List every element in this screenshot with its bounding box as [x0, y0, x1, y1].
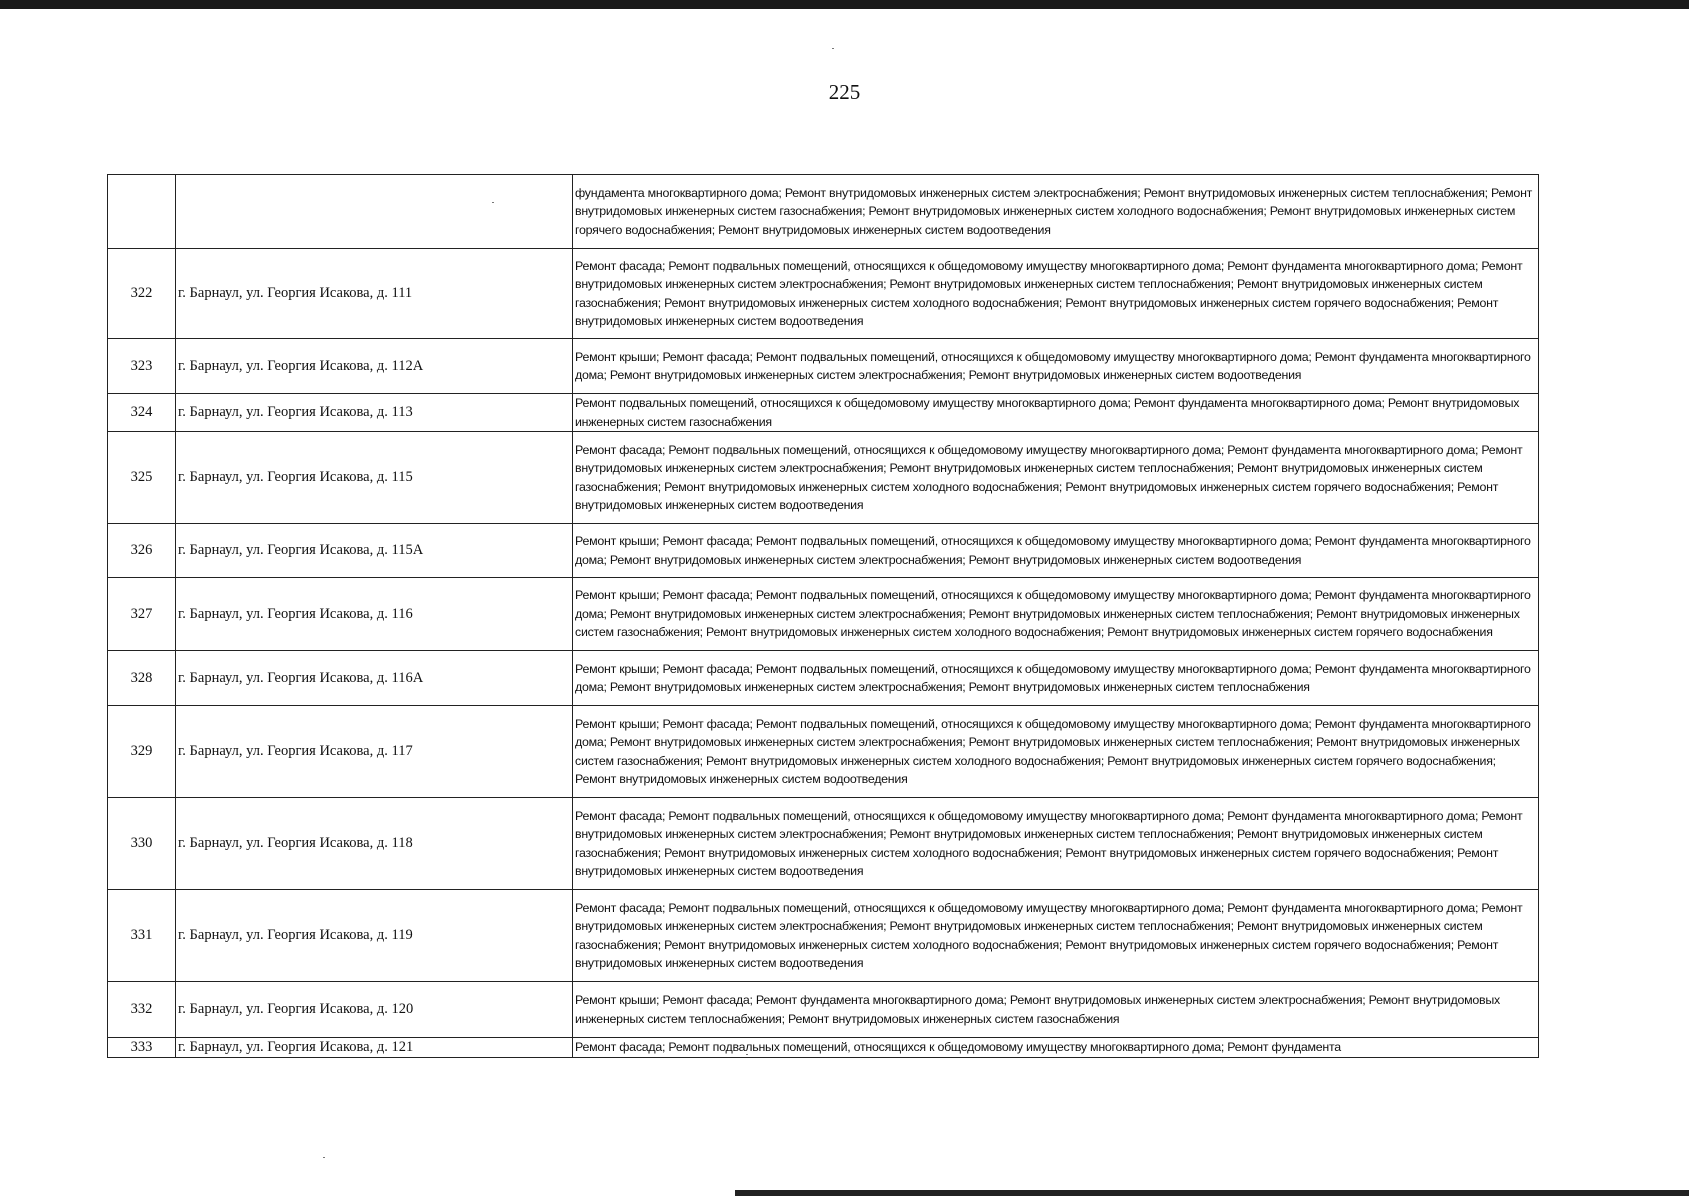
row-number: 325 — [108, 432, 176, 524]
row-address: г. Барнаул, ул. Георгия Исакова, д. 115А — [176, 524, 573, 578]
repair-registry-table — [107, 174, 1539, 1058]
row-address: г. Барнаул, ул. Георгия Исакова, д. 119 — [176, 890, 573, 982]
table-row — [108, 249, 1539, 339]
scan-speck — [746, 1054, 748, 1055]
row-number: 332 — [108, 982, 176, 1038]
table-row — [108, 1038, 1539, 1058]
row-number: 324 — [108, 394, 176, 432]
table-row — [108, 651, 1539, 706]
row-works: Ремонт фасада; Ремонт подвальных помещений, относящихся к общедомовому имуществу многоквартирного дома; Ремонт фундамента многоквартирного дома; Ремонт внутридомовых инженерных систем электроснабжения; Ремонт внутридомовых инженерных систем теплоснабжения; Ремонт внутридомовых инженерных систем газоснабжения; Ремонт внутридомовых инженерных систем холодного водоснабжения; Ремонт внутридомовых инженерных систем горячего водоснабжения; Ремонт внутридомовых инженерных систем водоотведения — [573, 432, 1539, 524]
row-address: г. Барнаул, ул. Георгия Исакова, д. 118 — [176, 798, 573, 890]
row-works: Ремонт крыши; Ремонт фасада; Ремонт подвальных помещений, относящихся к общедомовому имуществу многоквартирного дома; Ремонт фундамента многоквартирного дома; Ремонт внутридомовых инженерных систем электроснабжения; Ремонт внутридомовых инженерных систем теплоснабжения; Ремонт внутридомовых инженерных систем газоснабжения; Ремонт внутридомовых инженерных систем холодного водоснабжения; Ремонт внутридомовых инженерных систем горячего водоснабжения — [573, 578, 1539, 651]
row-works: Ремонт фасада; Ремонт подвальных помещений, относящихся к общедомовому имуществу многоквартирного дома; Ремонт фундамента многоквартирного дома; Ремонт внутридомовых инженерных систем электроснабжения; Ремонт внутридомовых инженерных систем теплоснабжения; Ремонт внутридомовых инженерных систем газоснабжения; Ремонт внутридомовых инженерных систем холодного водоснабжения; Ремонт внутридомовых инженерных систем горячего водоснабжения; Ремонт внутридомовых инженерных систем водоотведения — [573, 249, 1539, 339]
row-address: г. Барнаул, ул. Георгия Исакова, д. 116А — [176, 651, 573, 706]
scan-edge-bottom — [735, 1190, 1689, 1196]
row-works: Ремонт крыши; Ремонт фасада; Ремонт подвальных помещений, относящихся к общедомовому имуществу многоквартирного дома; Ремонт фундамента многоквартирного дома; Ремонт внутридомовых инженерных систем электроснабжения; Ремонт внутридомовых инженерных систем водоотведения — [573, 339, 1539, 394]
row-number — [108, 175, 176, 249]
scan-speck — [492, 202, 494, 203]
row-address: г. Барнаул, ул. Георгия Исакова, д. 112А — [176, 339, 573, 394]
table-row — [108, 982, 1539, 1038]
table-row — [108, 798, 1539, 890]
row-works: Ремонт крыши; Ремонт фасада; Ремонт подвальных помещений, относящихся к общедомовому имуществу многоквартирного дома; Ремонт фундамента многоквартирного дома; Ремонт внутридомовых инженерных систем электроснабжения; Ремонт внутридомовых инженерных систем водоотведения — [573, 524, 1539, 578]
row-works: Ремонт крыши; Ремонт фасада; Ремонт фундамента многоквартирного дома; Ремонт внутридомовых инженерных систем электроснабжения; Ремонт внутридомовых инженерных систем теплоснабжения; Ремонт внутридомовых инженерных систем газоснабжения — [573, 982, 1539, 1038]
page-number: 225 — [828, 80, 861, 104]
table-row — [108, 394, 1539, 432]
row-address: г. Барнаул, ул. Георгия Исакова, д. 111 — [176, 249, 573, 339]
scan-speck — [832, 48, 834, 49]
scan-edge-top — [0, 0, 1689, 9]
row-works: Ремонт подвальных помещений, относящихся к общедомовому имуществу многоквартирного дома; Ремонт фундамента многоквартирного дома; Ремонт внутридомовых инженерных систем газоснабжения — [573, 394, 1539, 432]
row-number: 323 — [108, 339, 176, 394]
row-number: 327 — [108, 578, 176, 651]
table-row — [108, 432, 1539, 524]
table-row — [108, 706, 1539, 798]
row-works: Ремонт крыши; Ремонт фасада; Ремонт подвальных помещений, относящихся к общедомовому имуществу многоквартирного дома; Ремонт фундамента многоквартирного дома; Ремонт внутридомовых инженерных систем электроснабжения; Ремонт внутридомовых инженерных систем теплоснабжения — [573, 651, 1539, 706]
row-address: г. Барнаул, ул. Георгия Исакова, д. 113 — [176, 394, 573, 432]
row-address: г. Барнаул, ул. Георгия Исакова, д. 115 — [176, 432, 573, 524]
row-address: г. Барнаул, ул. Георгия Исакова, д. 117 — [176, 706, 573, 798]
row-works: фундамента многоквартирного дома; Ремонт внутридомовых инженерных систем электроснабжения; Ремонт внутридомовых инженерных систем теплоснабжения; Ремонт внутридомовых инженерных систем газоснабжения; Ремонт внутридомовых инженерных систем холодного водоснабжения; Ремонт внутридомовых инженерных систем горячего водоснабжения; Ремонт внутридомовых инженерных систем водоотведения — [573, 175, 1539, 249]
row-address: г. Барнаул, ул. Георгия Исакова, д. 116 — [176, 578, 573, 651]
row-number: 328 — [108, 651, 176, 706]
row-works: Ремонт фасада; Ремонт подвальных помещений, относящихся к общедомовому имуществу многоквартирного дома; Ремонт фундамента многоквартирного дома; Ремонт внутридомовых инженерных систем электроснабжения; Ремонт внутридомовых инженерных систем теплоснабжения; Ремонт внутридомовых инженерных систем газоснабжения; Ремонт внутридомовых инженерных систем холодного водоснабжения; Ремонт внутридомовых инженерных систем горячего водоснабжения; Ремонт внутридомовых инженерных систем водоотведения — [573, 798, 1539, 890]
row-works: Ремонт фасада; Ремонт подвальных помещений, относящихся к общедомовому имуществу многоквартирного дома; Ремонт фундамента многоквартирного дома; Ремонт внутридомовых инженерных систем электроснабжения; Ремонт внутридомовых инженерных систем теплоснабжения; Ремонт внутридомовых инженерных систем газоснабжения; Ремонт внутридомовых инженерных систем холодного водоснабжения; Ремонт внутридомовых инженерных систем горячего водоснабжения; Ремонт внутридомовых инженерных систем водоотведения — [573, 890, 1539, 982]
table-row — [108, 890, 1539, 982]
row-number: 330 — [108, 798, 176, 890]
table-body — [108, 175, 1539, 1058]
row-works: Ремонт крыши; Ремонт фасада; Ремонт подвальных помещений, относящихся к общедомовому имуществу многоквартирного дома; Ремонт фундамента многоквартирного дома; Ремонт внутридомовых инженерных систем электроснабжения; Ремонт внутридомовых инженерных систем теплоснабжения; Ремонт внутридомовых инженерных систем газоснабжения; Ремонт внутридомовых инженерных систем холодного водоснабжения; Ремонт внутридомовых инженерных систем горячего водоснабжения; Ремонт внутридомовых инженерных систем водоотведения — [573, 706, 1539, 798]
row-works: Ремонт фасада; Ремонт подвальных помещений, относящихся к общедомовому имуществу многоквартирного дома; Ремонт фундамента — [573, 1038, 1539, 1058]
table-row — [108, 524, 1539, 578]
table-row — [108, 175, 1539, 249]
row-address: г. Барнаул, ул. Георгия Исакова, д. 121 — [176, 1038, 573, 1058]
table-row — [108, 339, 1539, 394]
row-number: 331 — [108, 890, 176, 982]
row-number: 322 — [108, 249, 176, 339]
row-address: г. Барнаул, ул. Георгия Исакова, д. 120 — [176, 982, 573, 1038]
row-number: 326 — [108, 524, 176, 578]
row-number: 333 — [108, 1038, 176, 1058]
table-row — [108, 578, 1539, 651]
row-address — [176, 175, 573, 249]
scan-speck — [323, 1157, 325, 1158]
row-number: 329 — [108, 706, 176, 798]
